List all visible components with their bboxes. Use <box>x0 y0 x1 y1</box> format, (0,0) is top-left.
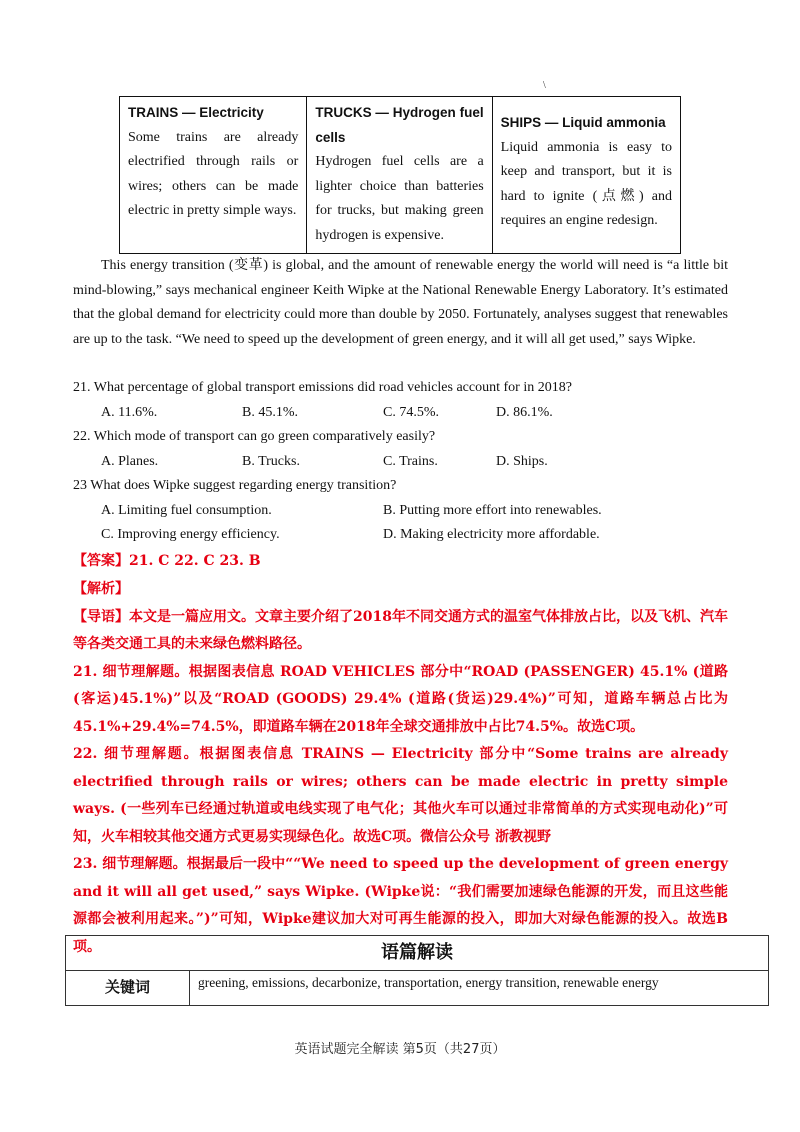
analysis-q21: 21. 细节理解题。根据图表信息 ROAD VEHICLES 部分中“ROAD (PASSENGER) 45.1% (道路(客运)45.1%)”以及“ROAD (GOODS) 29.4% (道路(货运)29.4%)”可知，道路车辆总占比为45.1%+29.4%=74.5%，即道路车辆在2018年全球交通排放中占比74.5%。故选C项。 <box>73 663 728 735</box>
table-cell-trains <box>120 97 307 253</box>
question-21-stem: 21. What percentage of global transport emissions did road vehicles account for in 2018? <box>73 380 572 395</box>
transport-fuel-table <box>119 96 681 254</box>
q23-option-b: B. Putting more effort into renewables. <box>383 503 602 518</box>
analysis-q22: 22. 细节理解题。根据图表信息 TRAINS — Electricity 部分中“Some trains are already electrified through rails or wires; others can be made electric in pretty simple ways. (一些列车已经通过轨道或电线实现了电气化；其他火车可以通过非常简单的方式实现电动化)”可知，火车相较其他交通方式更易实现绿色化。故选C项。微信公众号 浙教视野 <box>73 746 728 845</box>
reading-interpretation-table <box>65 935 769 1006</box>
q21-option-c: C. 74.5%. <box>383 405 439 420</box>
keyword-list: greening, emissions, decarbonize, transportation, energy transition, renewable energy <box>198 975 659 990</box>
q22-option-d: D. Ships. <box>496 454 548 469</box>
analysis-heading: 【解析】 <box>73 581 129 597</box>
cell-heading: TRAINS — Electricity <box>128 105 264 120</box>
table-cell-trucks <box>307 97 492 253</box>
cell-heading: SHIPS — Liquid ammonia <box>500 115 666 130</box>
cell-body: Liquid ammonia is easy to keep and transport, but it is hard to ignite (点燃) and requires an engine redesign. <box>500 139 672 228</box>
cell-heading: TRUCKS — Hydrogen fuel cells <box>315 105 484 145</box>
analysis-q23: 23. 细节理解题。根据最后一段中““We need to speed up the development of green energy and it will all get used,” says Wipke. (Wipke说：“我们需要加速绿色能源的开发，而且这些能源都会被利用起来。”)”可知，Wipke建议加大对可再生能源的投入，即加大对绿色能源的投入。故选B项。 <box>73 856 728 955</box>
cell-body: Hydrogen fuel cells are a lighter choice than batteries for trucks, but making green hydrogen is expensive. <box>315 154 484 243</box>
page-footer: 英语试题完全解读 第5页（共27页） <box>294 1042 506 1057</box>
q21-option-a: A. 11.6%. <box>101 405 158 420</box>
cell-body: Some trains are already electrified through rails or wires; others can be made electric in pretty simple ways. <box>128 129 299 218</box>
q23-option-d: D. Making electricity more affordable. <box>383 527 600 542</box>
analysis-section <box>73 576 728 961</box>
q22-option-b: B. Trucks. <box>242 454 300 469</box>
q22-option-c: C. Trains. <box>383 454 438 469</box>
q21-option-d: D. 86.1%. <box>496 405 553 420</box>
passage-paragraph <box>73 254 728 352</box>
keyword-row <box>66 971 768 1005</box>
stray-mark: \ <box>543 80 546 91</box>
paragraph-text: This energy transition (变革) is global, and the amount of renewable energy the world will need is “a little bit mind-blowing,” says mechanical engineer Keith Wipke at the National Renewable Energy Laboratory. It’s estimated that the global demand for electricity could more than double by 2050. Fortunately, analyses suggest that renewables are up to the task. “We need to speed up the development of green energy, and it will all get used,” says Wipke. <box>73 258 728 347</box>
keyword-label: 关键词 <box>66 971 190 1005</box>
table-title: 语篇解读 <box>66 936 768 971</box>
answer-key: 【答案】21. C 22. C 23. B <box>73 553 261 569</box>
analysis-guide: 【导语】本文是一篇应用文。文章主要介绍了2018年不同交通方式的温室气体排放占比，以及飞机、汽车等各类交通工具的未来绿色燃料路径。 <box>73 608 728 652</box>
question-22-stem: 22. Which mode of transport can go green comparatively easily? <box>73 429 436 444</box>
table-cell-ships <box>493 97 680 253</box>
q23-option-a: A. Limiting fuel consumption. <box>101 503 272 518</box>
question-23-stem: 23 What does Wipke suggest regarding energy transition? <box>73 478 397 493</box>
q22-option-a: A. Planes. <box>101 454 159 469</box>
q23-option-c: C. Improving energy efficiency. <box>101 527 280 542</box>
q21-option-b: B. 45.1%. <box>242 405 298 420</box>
